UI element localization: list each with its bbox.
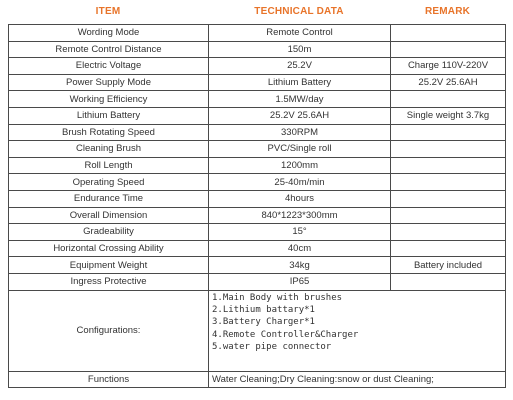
configuration-line: 4.Remote Controller&Charger — [212, 329, 359, 340]
configuration-line: 1.Main Body with brushes — [212, 292, 343, 303]
table-row — [9, 41, 506, 58]
table-row — [9, 74, 506, 91]
configuration-line: 5.water pipe connector — [212, 342, 332, 353]
remark-cell — [391, 190, 506, 207]
table-row — [9, 224, 506, 241]
table-row — [9, 58, 506, 75]
table-row — [9, 257, 506, 274]
functions-value: Water Cleaning;Dry Cleaning:snow or dust Cleaning; — [209, 371, 506, 387]
item-cell: Horizontal Crossing Ability — [9, 240, 209, 257]
remark-cell — [391, 273, 506, 290]
item-cell: Endurance Time — [9, 190, 209, 207]
item-cell: Roll Length — [9, 157, 209, 174]
spec-table — [8, 24, 506, 388]
item-cell: Lithium Battery — [9, 107, 209, 124]
configuration-line: 2.Lithium battary*1 — [212, 304, 315, 315]
remark-cell — [391, 25, 506, 42]
remark-cell — [391, 240, 506, 257]
item-cell: Overall Dimension — [9, 207, 209, 224]
data-cell: 25.2V 25.6AH — [209, 107, 391, 124]
item-cell: Working Efficiency — [9, 91, 209, 108]
table-row — [9, 157, 506, 174]
remark-cell — [391, 157, 506, 174]
table-row — [9, 124, 506, 141]
remark-cell: Battery included — [391, 257, 506, 274]
remark-cell: Charge 110V-220V — [391, 58, 506, 75]
item-cell: Power Supply Mode — [9, 74, 209, 91]
item-cell: Brush Rotating Speed — [9, 124, 209, 141]
data-cell: 15° — [209, 224, 391, 241]
remark-cell — [391, 91, 506, 108]
data-cell: 34kg — [209, 257, 391, 274]
item-cell: Cleaning Brush — [9, 141, 209, 158]
item-cell: Remote Control Distance — [9, 41, 209, 58]
table-row — [9, 91, 506, 108]
remark-cell — [391, 141, 506, 158]
data-cell: 840*1223*300mm — [209, 207, 391, 224]
item-cell: Ingress Protective — [9, 273, 209, 290]
functions-label: Functions — [9, 371, 209, 387]
configurations-label: Configurations: — [9, 290, 209, 371]
data-cell: PVC/Single roll — [209, 141, 391, 158]
table-row — [9, 25, 506, 42]
remark-cell: Single weight 3.7kg — [391, 107, 506, 124]
data-cell: 40cm — [209, 240, 391, 257]
table-row — [9, 273, 506, 290]
item-cell: Wording Mode — [9, 25, 209, 42]
table-row — [9, 240, 506, 257]
table-row — [9, 141, 506, 158]
configurations-list-cell — [209, 290, 506, 371]
remark-cell — [391, 124, 506, 141]
header-technical-data: TECHNICAL DATA — [254, 6, 344, 17]
spec-table-body — [9, 25, 506, 388]
data-cell: 1.5MW/day — [209, 91, 391, 108]
item-cell: Equipment Weight — [9, 257, 209, 274]
configuration-line: 3.Battery Charger*1 — [212, 317, 315, 328]
data-cell: Lithium Battery — [209, 74, 391, 91]
data-cell: 4hours — [209, 190, 391, 207]
table-row — [9, 174, 506, 191]
item-cell: Gradeability — [9, 224, 209, 241]
item-cell: Operating Speed — [9, 174, 209, 191]
remark-cell — [391, 41, 506, 58]
remark-cell — [391, 224, 506, 241]
table-row — [9, 190, 506, 207]
data-cell: 25.2V — [209, 58, 391, 75]
remark-cell: 25.2V 25.6AH — [391, 74, 506, 91]
configurations-list — [212, 291, 502, 354]
configurations-row — [9, 290, 506, 371]
data-cell: Remote Control — [209, 25, 391, 42]
data-cell: 330RPM — [209, 124, 391, 141]
table-row — [9, 107, 506, 124]
table-row — [9, 207, 506, 224]
remark-cell — [391, 174, 506, 191]
data-cell: IP65 — [209, 273, 391, 290]
data-cell: 1200mm — [209, 157, 391, 174]
header-item: ITEM — [95, 6, 121, 17]
remark-cell — [391, 207, 506, 224]
item-cell: Electric Voltage — [9, 58, 209, 75]
data-cell: 150m — [209, 41, 391, 58]
functions-row — [9, 371, 506, 387]
data-cell: 25-40m/min — [209, 174, 391, 191]
header-remark: REMARK — [424, 6, 471, 17]
